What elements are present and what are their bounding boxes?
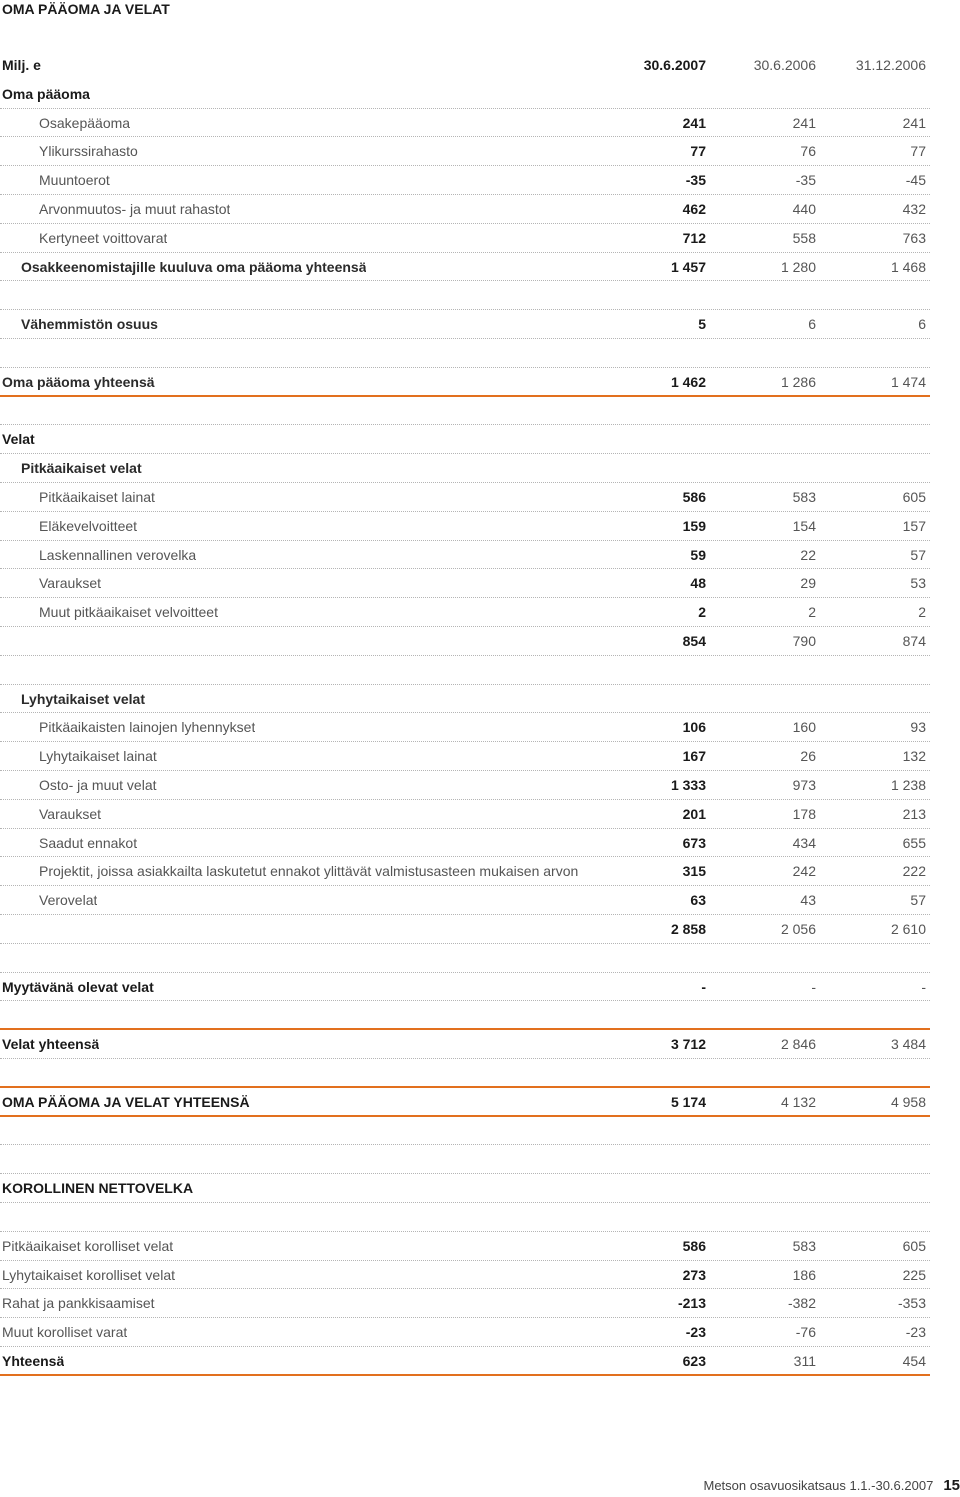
cell-value: 874 bbox=[902, 633, 926, 649]
cell-value: 558 bbox=[792, 229, 816, 246]
cell-value: 2 858 bbox=[670, 921, 706, 937]
table-row bbox=[0, 281, 930, 310]
cell-value: 462 bbox=[682, 201, 706, 217]
table-row bbox=[0, 224, 930, 253]
table-row bbox=[0, 829, 930, 858]
table-row bbox=[0, 253, 930, 282]
cell-value: 48 bbox=[690, 575, 706, 592]
page-title: OMA PÄÄOMA JA VELAT bbox=[2, 1, 170, 17]
table-row bbox=[0, 713, 930, 742]
page-footer bbox=[704, 1475, 960, 1497]
table-header-row bbox=[0, 51, 930, 80]
table-row bbox=[0, 1289, 930, 1318]
cell-value: -35 bbox=[795, 172, 816, 189]
cell-value: 1 468 bbox=[890, 258, 926, 275]
cell-value: 790 bbox=[792, 633, 816, 649]
cell-value: 53 bbox=[910, 575, 926, 592]
table-row bbox=[0, 656, 930, 685]
cell-value: 586 bbox=[682, 489, 706, 505]
cell-value: -382 bbox=[787, 1295, 816, 1312]
table-row bbox=[0, 1174, 930, 1203]
column-header: 31.12.2006 bbox=[855, 57, 926, 73]
table-row bbox=[0, 1059, 930, 1088]
cell-value: 673 bbox=[682, 834, 706, 851]
row-label: Pitkäaikaiset velat bbox=[21, 460, 142, 477]
table-row bbox=[0, 166, 930, 195]
row-label: Varaukset bbox=[39, 575, 101, 592]
row-label: Muut pitkäaikaiset velvoitteet bbox=[39, 604, 218, 621]
row-label: Muuntoerot bbox=[39, 172, 110, 189]
cell-value: 63 bbox=[690, 892, 706, 909]
cell-value: 157 bbox=[902, 517, 926, 534]
cell-value: 1 462 bbox=[670, 373, 706, 390]
cell-value: 763 bbox=[902, 229, 926, 246]
table-row bbox=[0, 512, 930, 541]
table-row bbox=[0, 742, 930, 771]
table-row bbox=[0, 1030, 930, 1059]
row-label: Rahat ja pankkisaamiset bbox=[2, 1295, 155, 1312]
cell-value: 3 712 bbox=[670, 1036, 706, 1053]
cell-value: 586 bbox=[682, 1237, 706, 1254]
cell-value: 167 bbox=[682, 748, 706, 765]
row-label: KOROLLINEN NETTOVELKA bbox=[2, 1180, 194, 1197]
cell-value: 2 bbox=[808, 604, 816, 621]
cell-value: 4 958 bbox=[890, 1093, 926, 1110]
table-row bbox=[0, 1232, 930, 1261]
cell-value: 434 bbox=[792, 834, 816, 851]
row-label: Vähemmistön osuus bbox=[21, 316, 158, 333]
cell-value: 1 457 bbox=[670, 258, 706, 275]
cell-value: 178 bbox=[792, 805, 816, 822]
cell-value: 1 238 bbox=[890, 777, 926, 793]
table-row bbox=[0, 339, 930, 368]
cell-value: 29 bbox=[800, 575, 816, 592]
table-row bbox=[0, 1347, 930, 1376]
cell-value: 315 bbox=[682, 863, 706, 880]
cell-value: 43 bbox=[800, 892, 816, 909]
cell-value: -23 bbox=[685, 1324, 706, 1341]
table-row bbox=[0, 973, 930, 1002]
table-row bbox=[0, 627, 930, 656]
cell-value: 2 bbox=[918, 604, 926, 621]
cell-value: 241 bbox=[902, 114, 926, 131]
cell-value: 1 474 bbox=[890, 373, 926, 390]
cell-value: 160 bbox=[792, 719, 816, 736]
cell-value: - bbox=[701, 978, 706, 995]
cell-value: 440 bbox=[792, 201, 816, 217]
cell-value: 655 bbox=[902, 834, 926, 851]
cell-value: 3 484 bbox=[890, 1036, 926, 1053]
row-label: Oma pääoma yhteensä bbox=[2, 373, 155, 390]
cell-value: 712 bbox=[682, 229, 706, 246]
cell-value: 106 bbox=[682, 719, 706, 736]
cell-value: 6 bbox=[918, 316, 926, 333]
row-label: Osakepääoma bbox=[39, 114, 131, 131]
cell-value: -45 bbox=[905, 172, 926, 189]
table-row bbox=[0, 1001, 930, 1030]
row-label: Saadut ennakot bbox=[39, 834, 138, 851]
table-row bbox=[0, 857, 930, 886]
cell-value: 623 bbox=[682, 1353, 706, 1369]
cell-value: 242 bbox=[792, 863, 816, 880]
cell-value: 432 bbox=[902, 201, 926, 217]
table-row bbox=[0, 1318, 930, 1347]
cell-value: 76 bbox=[800, 143, 816, 160]
row-label: OMA PÄÄOMA JA VELAT YHTEENSÄ bbox=[2, 1093, 250, 1110]
row-label: Osto- ja muut velat bbox=[39, 777, 157, 793]
cell-value: 583 bbox=[792, 489, 816, 505]
page-number: 15 bbox=[943, 1477, 960, 1494]
cell-value: 222 bbox=[902, 863, 926, 880]
row-label: Myytävänä olevat velat bbox=[2, 978, 154, 995]
row-label: Pitkäaikaiset korolliset velat bbox=[2, 1237, 174, 1254]
row-label: Arvonmuutos- ja muut rahastot bbox=[39, 201, 231, 217]
cell-value: 5 174 bbox=[670, 1093, 706, 1110]
table-row bbox=[0, 397, 930, 426]
table-row bbox=[0, 310, 930, 339]
row-label: Oma pääoma bbox=[2, 85, 90, 102]
row-label: Velat bbox=[2, 431, 35, 448]
table-row bbox=[0, 368, 930, 397]
cell-value: -213 bbox=[677, 1295, 706, 1312]
cell-value: -353 bbox=[897, 1295, 926, 1312]
cell-value: 154 bbox=[792, 517, 816, 534]
cell-value: 57 bbox=[910, 892, 926, 909]
cell-value: 241 bbox=[792, 114, 816, 131]
row-label: Lyhytaikaiset velat bbox=[21, 690, 145, 707]
table-row bbox=[0, 541, 930, 570]
cell-value: 973 bbox=[792, 777, 816, 793]
row-label: Pitkäaikaisten lainojen lyhennykset bbox=[39, 719, 256, 736]
row-label: Osakkeenomistajille kuuluva oma pääoma yhteensä bbox=[21, 258, 367, 275]
cell-value: 454 bbox=[902, 1353, 926, 1369]
cell-value: 2 846 bbox=[780, 1036, 816, 1053]
table-row bbox=[0, 800, 930, 829]
row-label: Ylikurssirahasto bbox=[39, 143, 138, 160]
cell-value: - bbox=[811, 978, 816, 995]
cell-value: 241 bbox=[682, 114, 706, 131]
row-label: Eläkevelvoitteet bbox=[39, 517, 138, 534]
table-row bbox=[0, 195, 930, 224]
row-label: Velat yhteensä bbox=[2, 1036, 100, 1053]
cell-value: 132 bbox=[902, 748, 926, 765]
table-row bbox=[0, 1088, 930, 1117]
table-row bbox=[0, 109, 930, 138]
table-row bbox=[0, 771, 930, 800]
cell-value: 26 bbox=[800, 748, 816, 765]
row-label: Lyhytaikaiset korolliset velat bbox=[2, 1266, 176, 1283]
table-row bbox=[0, 454, 930, 483]
cell-value: 1 333 bbox=[670, 777, 706, 793]
row-label: Kertyneet voittovarat bbox=[39, 229, 168, 246]
table-row bbox=[0, 80, 930, 109]
row-label: Verovelat bbox=[39, 892, 98, 909]
table-row bbox=[0, 685, 930, 714]
cell-value: 605 bbox=[902, 489, 926, 505]
table-row bbox=[0, 569, 930, 598]
table-row bbox=[0, 1261, 930, 1290]
cell-value: 5 bbox=[698, 316, 706, 333]
cell-value: 57 bbox=[910, 546, 926, 563]
cell-value: 1 286 bbox=[780, 373, 816, 390]
cell-value: 605 bbox=[902, 1237, 926, 1254]
row-label: Muut korolliset varat bbox=[2, 1324, 128, 1341]
cell-value: 77 bbox=[910, 143, 926, 160]
cell-value: 2 bbox=[698, 604, 706, 621]
table-row bbox=[0, 915, 930, 944]
cell-value: 854 bbox=[682, 633, 706, 649]
table-row bbox=[0, 598, 930, 627]
cell-value: 1 280 bbox=[780, 258, 816, 275]
cell-value: 583 bbox=[792, 1237, 816, 1254]
row-label: Lyhytaikaiset lainat bbox=[39, 748, 157, 765]
cell-value: - bbox=[921, 978, 926, 995]
table-row bbox=[0, 1203, 930, 1232]
cell-value: 22 bbox=[800, 546, 816, 563]
cell-value: 77 bbox=[690, 143, 706, 160]
cell-value: -35 bbox=[685, 172, 706, 189]
cell-value: 4 132 bbox=[780, 1093, 816, 1110]
cell-value: 6 bbox=[808, 316, 816, 333]
cell-value: 225 bbox=[902, 1266, 926, 1283]
cell-value: 201 bbox=[682, 805, 706, 822]
cell-value: 186 bbox=[792, 1266, 816, 1283]
cell-value: 93 bbox=[910, 719, 926, 736]
row-label: Varaukset bbox=[39, 805, 101, 822]
row-label: Milj. e bbox=[2, 57, 41, 73]
column-header: 30.6.2007 bbox=[643, 57, 706, 73]
cell-value: -76 bbox=[795, 1324, 816, 1341]
row-label: Projektit, joissa asiakkailta laskutetut ennakot ylittävät valmistusasteen mukaisen arvon bbox=[39, 863, 579, 880]
cell-value: 273 bbox=[682, 1266, 706, 1283]
cell-value: 2 056 bbox=[780, 921, 816, 937]
cell-value: 2 610 bbox=[890, 921, 926, 937]
cell-value: -23 bbox=[905, 1324, 926, 1341]
table-row bbox=[0, 137, 930, 166]
cell-value: 311 bbox=[793, 1353, 816, 1369]
table-row bbox=[0, 483, 930, 512]
cell-value: 159 bbox=[682, 517, 706, 534]
table-row bbox=[0, 425, 930, 454]
footer-text: Metson osavuosikatsaus 1.1.-30.6.2007 bbox=[703, 1478, 934, 1493]
table-row bbox=[0, 886, 930, 915]
table-row bbox=[0, 944, 930, 973]
row-label: Laskennallinen verovelka bbox=[39, 546, 197, 563]
table-row bbox=[0, 1117, 930, 1146]
cell-value: 213 bbox=[902, 805, 926, 822]
cell-value: 59 bbox=[690, 546, 706, 563]
row-label: Pitkäaikaiset lainat bbox=[39, 489, 155, 505]
row-label: Yhteensä bbox=[2, 1353, 65, 1369]
table-row bbox=[0, 1145, 930, 1174]
column-header: 30.6.2006 bbox=[753, 57, 816, 73]
